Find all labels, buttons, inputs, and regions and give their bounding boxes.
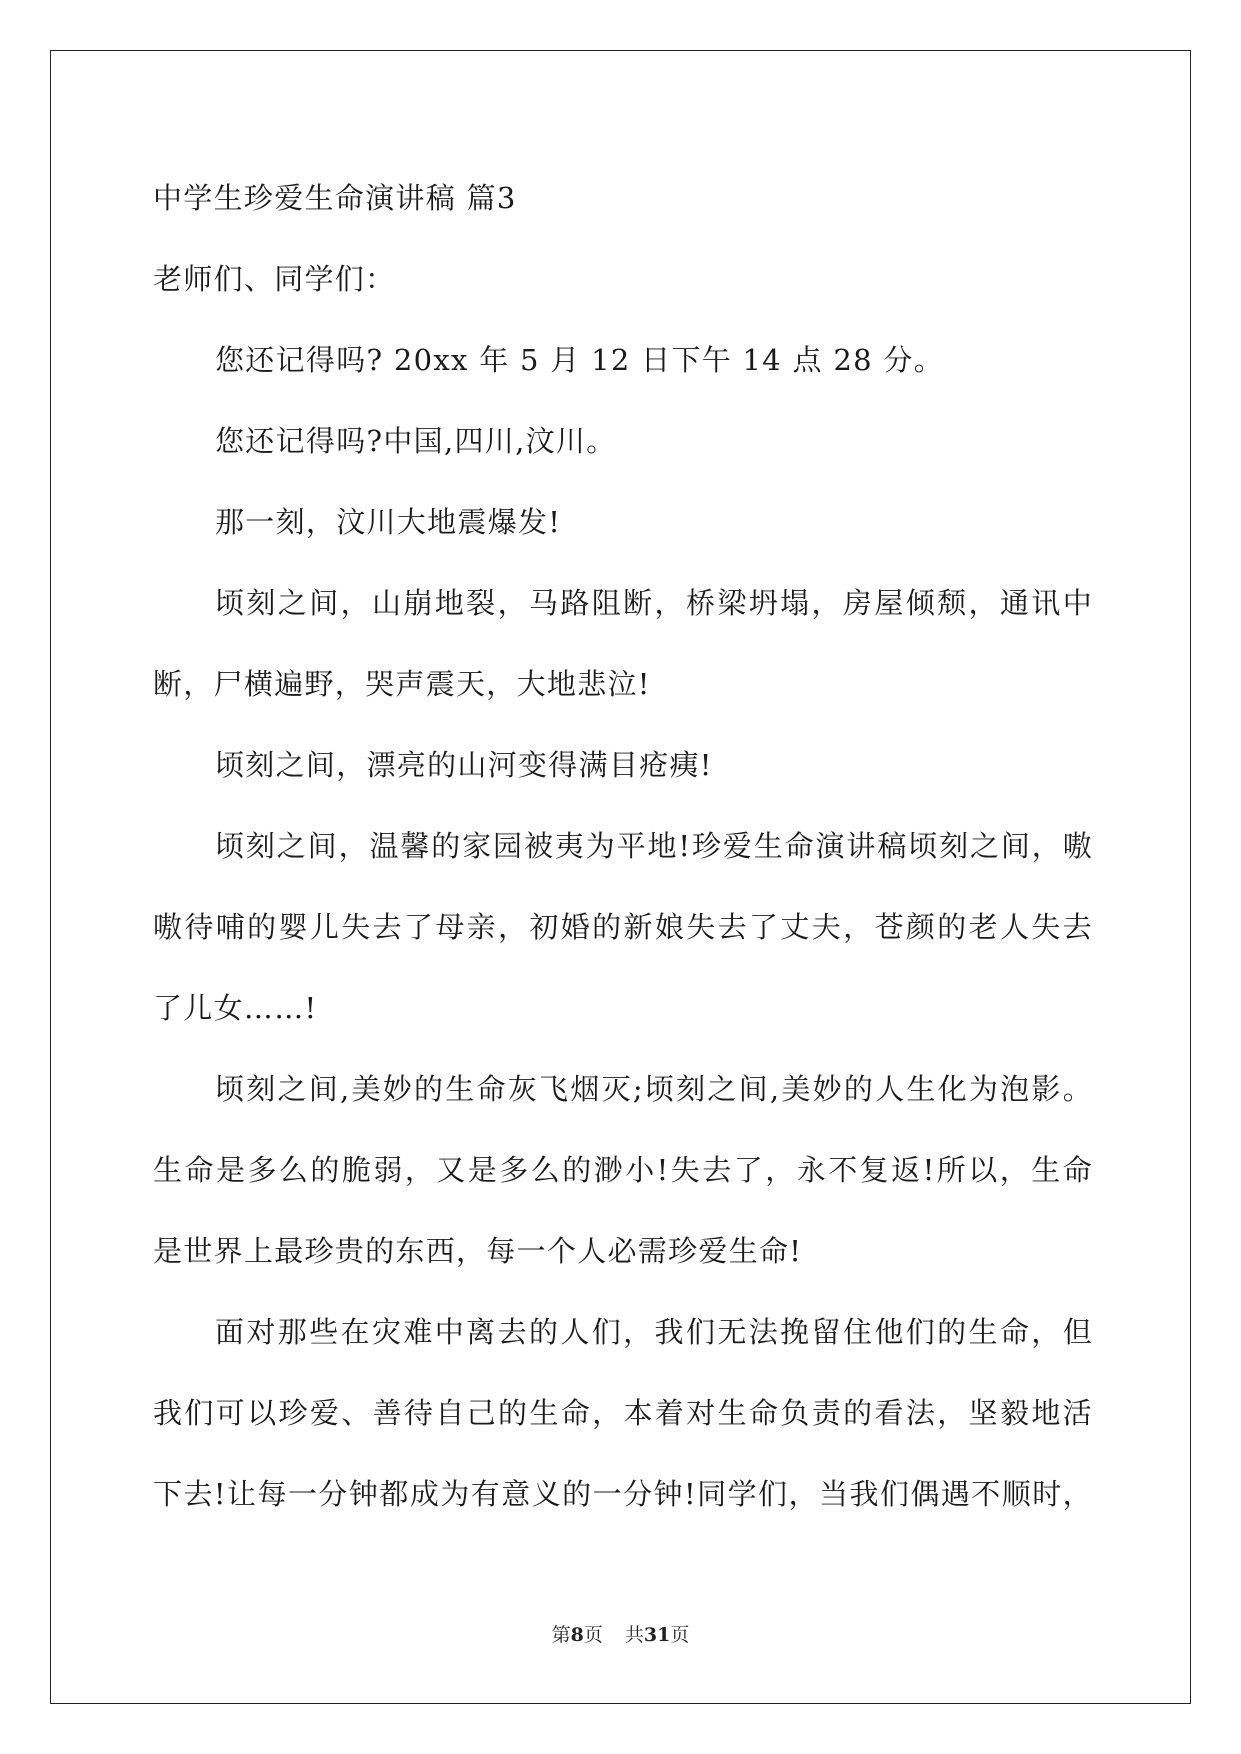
paragraph-line: 您还记得吗?中国,四川,汶川。	[215, 424, 617, 458]
paragraph-line: 是世界上最珍贵的东西，每一个人必需珍爱生命!	[153, 1234, 803, 1268]
paragraph-line: 断，尸横遍野，哭声震天，大地悲泣!	[153, 667, 651, 701]
paragraph-line: 我们可以珍爱、善待自己的生命，本着对生命负责的看法，坚毅地活	[153, 1396, 1093, 1430]
footer-prefix: 第	[551, 1624, 571, 1646]
salutation: 老师们、同学们：	[153, 262, 396, 296]
paragraph-line: 下去!让每一分钟都成为有意义的一分钟!同学们，当我们偶遇不顺时，	[153, 1477, 1093, 1511]
page-footer	[0, 1620, 1241, 1647]
current-page-number: 8	[570, 1624, 584, 1646]
paragraph-line: 顷刻之间，漂亮的山河变得满目疮痍!	[215, 748, 713, 782]
paragraph-line: 顷刻之间，温馨的家园被夷为平地!珍爱生命演讲稿顷刻之间，嗷	[215, 829, 1093, 863]
total-pages-number: 31	[643, 1624, 671, 1646]
paragraph-line: 生命是多么的脆弱，又是多么的渺小!失去了，永不复返!所以，生命	[153, 1153, 1093, 1187]
paragraph-line: 嗷待哺的婴儿失去了母亲，初婚的新娘失去了丈夫，苍颜的老人失去	[153, 910, 1093, 944]
document-title: 中学生珍爱生命演讲稿 篇3	[153, 181, 517, 215]
paragraph-line: 顷刻之间，山崩地裂，马路阻断，桥梁坍塌，房屋倾颓，通讯中	[215, 586, 1093, 620]
footer-total-prefix: 共	[624, 1624, 644, 1646]
paragraph-line: 面对那些在灾难中离去的人们，我们无法挽留住他们的生命，但	[215, 1315, 1093, 1349]
paragraph-line: 您还记得吗? 20xx 年 5 月 12 日下午 14 点 28 分。	[215, 343, 944, 377]
paragraph-line: 了儿女……!	[153, 991, 318, 1025]
footer-total-suffix: 页	[670, 1624, 690, 1646]
document-body	[153, 158, 1093, 1535]
footer-page-suffix: 页	[583, 1624, 603, 1646]
paragraph-line: 顷刻之间,美妙的生命灰飞烟灭;顷刻之间,美妙的人生化为泡影。	[215, 1072, 1093, 1106]
paragraph-line: 那一刻，汶川大地震爆发!	[215, 505, 562, 539]
